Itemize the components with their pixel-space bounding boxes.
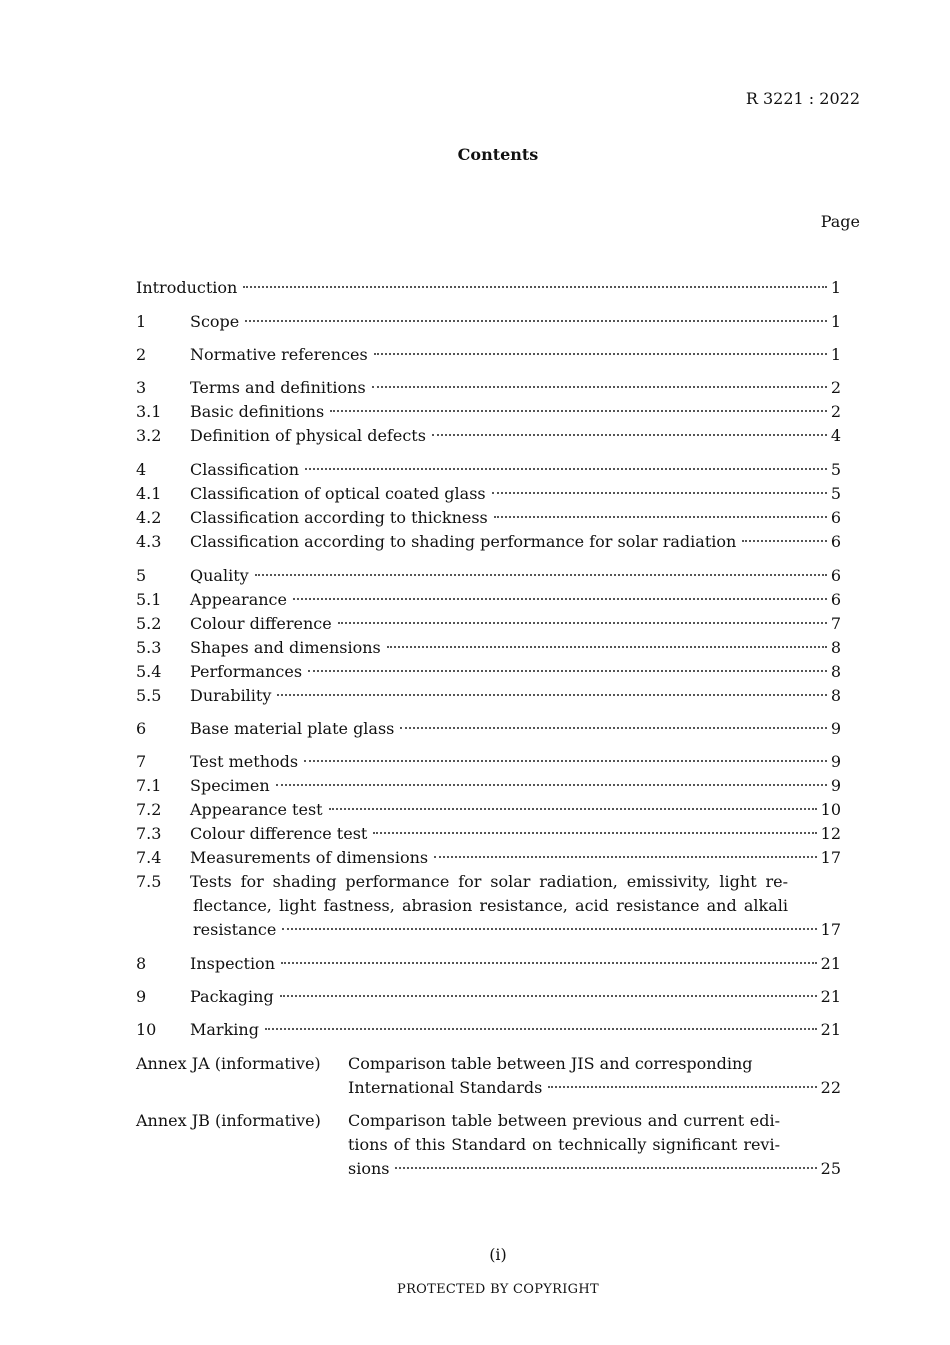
toc-entry-5-3[interactable] [136,638,841,660]
toc-entry-4-1[interactable] [136,484,841,506]
page-title: Contents [457,145,539,164]
toc-entry-1[interactable] [136,312,841,334]
leader-dots [329,808,817,810]
toc-entry-3[interactable] [136,378,841,400]
leader-dots [255,574,827,576]
toc-entry-3-1[interactable] [136,402,841,424]
toc-label: Shapes and dimensions [190,638,381,657]
toc-number: Annex JB (informative) [136,1111,321,1130]
toc-number: 7.4 [136,848,162,867]
toc-number: Annex JA (informative) [136,1054,321,1073]
toc-label: Test methods [190,752,299,771]
toc-page: 6 [830,532,841,551]
toc-page: 1 [830,312,841,331]
toc-entry-4[interactable] [136,460,841,482]
leader-dots [400,727,826,729]
toc-label: Definition of physical defects [190,426,426,445]
copyright-notice: PROTECTED BY COPYRIGHT [397,1282,599,1297]
toc-entry-7-5-end[interactable] [136,920,841,942]
toc-entry-8[interactable] [136,954,841,976]
toc-label: Basic definitions [190,402,325,421]
leader-dots [373,832,816,834]
toc-entry-7-5[interactable] [136,872,841,894]
toc-number: 6 [136,719,147,738]
toc-page: 6 [830,566,841,585]
toc-entry-9[interactable] [136,987,841,1009]
toc-label: Introduction [136,278,238,297]
toc-number: 4 [136,460,147,479]
toc-label-line3: resistance [193,920,277,939]
toc-label-line2: International Standards [348,1078,543,1097]
toc-entry-annex-jb-end[interactable] [136,1159,841,1181]
toc-number: 5 [136,566,147,585]
toc-label: Normative references [190,345,368,364]
toc-number: 5.2 [136,614,162,633]
toc-entry-5[interactable] [136,566,841,588]
leader-dots [265,1028,817,1030]
toc-label-line2: tions of this Standard on technically significant revi- [348,1135,780,1154]
toc-page: 9 [830,776,841,795]
leader-dots [245,320,827,322]
leader-dots [282,928,816,930]
toc-page: 7 [830,614,841,633]
toc-label-line3: sions [348,1159,390,1178]
toc-entry-2[interactable] [136,345,841,367]
leader-dots [330,410,827,412]
toc-entry-7-5-cont[interactable] [136,896,841,918]
toc-entry-4-2[interactable] [136,508,841,530]
leader-dots [276,784,827,786]
toc-entry-7-2[interactable] [136,800,841,822]
toc-entry-5-1[interactable] [136,590,841,612]
toc-page: 21 [820,1020,841,1039]
toc-number: 7.3 [136,824,162,843]
toc-page: 8 [830,686,841,705]
toc-label: Performances [190,662,303,681]
leader-dots [281,962,817,964]
leader-dots [293,598,827,600]
toc-number: 1 [136,312,147,331]
toc-number: 3.1 [136,402,162,421]
toc-label: Appearance test [190,800,323,819]
toc-number: 9 [136,987,147,1006]
toc-label: Quality [190,566,249,585]
toc-entry-7-1[interactable] [136,776,841,798]
toc-label: Appearance [190,590,287,609]
toc-label: Specimen [190,776,270,795]
leader-dots [395,1167,816,1169]
toc-entry-introduction[interactable] [136,278,841,300]
leader-dots [243,286,826,288]
toc-page: 10 [820,800,841,819]
toc-number: 3 [136,378,147,397]
toc-entry-7-3[interactable] [136,824,841,846]
toc-number: 5.3 [136,638,162,657]
toc-page: 2 [830,402,841,421]
leader-dots [305,468,827,470]
toc-entry-annex-jb[interactable] [136,1111,841,1133]
toc-page: 9 [830,752,841,771]
toc-label-line1: Comparison table between JIS and corresponding [348,1054,753,1073]
leader-dots [742,540,827,542]
toc-number: 4.2 [136,508,162,527]
toc-label: Classification [190,460,300,479]
toc-number: 7.2 [136,800,162,819]
toc-label: Classification of optical coated glass [190,484,486,503]
leader-dots [338,622,827,624]
toc-page: 8 [830,662,841,681]
toc-entry-annex-jb-cont[interactable] [136,1135,841,1157]
leader-dots [387,646,827,648]
leader-dots [492,492,827,494]
leader-dots [280,995,817,997]
toc-entry-10[interactable] [136,1020,841,1042]
toc-number: 5.1 [136,590,162,609]
leader-dots [308,670,827,672]
leader-dots [432,434,827,436]
toc-page: 25 [820,1159,841,1178]
toc-entry-5-4[interactable] [136,662,841,684]
toc-number: 7.5 [136,872,162,891]
toc-entry-6[interactable] [136,719,841,741]
toc-page: 22 [820,1078,841,1097]
toc-page: 5 [830,460,841,479]
leader-dots [434,856,817,858]
toc-entry-5-5[interactable] [136,686,841,708]
toc-page: 2 [830,378,841,397]
toc-number: 2 [136,345,147,364]
toc-label: Marking [190,1020,259,1039]
toc-entry-annex-ja-end[interactable] [136,1078,841,1100]
toc-label: Classification according to thickness [190,508,488,527]
toc-page: 21 [820,954,841,973]
leader-dots [304,760,827,762]
toc-label: Colour difference [190,614,332,633]
toc-number: 5.5 [136,686,162,705]
toc-page: 5 [830,484,841,503]
toc-entry-5-2[interactable] [136,614,841,636]
toc-label-line1: Comparison table between previous and current edi- [348,1111,780,1130]
toc-entry-annex-ja[interactable] [136,1054,841,1076]
toc-label: Terms and definitions [190,378,366,397]
toc-label: Colour difference test [190,824,368,843]
toc-entry-3-2[interactable] [136,426,841,448]
toc-label: Inspection [190,954,275,973]
toc-page: 12 [820,824,841,843]
toc-label-line2: flectance, light fastness, abrasion resistance, acid resistance and alkali [193,896,788,915]
leader-dots [372,386,827,388]
toc-label: Base material plate glass [190,719,395,738]
leader-dots [494,516,827,518]
toc-page: 1 [830,278,841,297]
toc-number: 7 [136,752,147,771]
toc-number: 8 [136,954,147,973]
document-number: R 3221 : 2022 [745,89,860,108]
toc-entry-7-4[interactable] [136,848,841,870]
toc-page: 6 [830,508,841,527]
toc-page: 1 [830,345,841,364]
toc-page: 9 [830,719,841,738]
toc-number: 5.4 [136,662,162,681]
toc-label-line1: Tests for shading performance for solar radiation, emissivity, light re- [190,872,788,891]
toc-page: 17 [820,848,841,867]
toc-label: Packaging [190,987,274,1006]
toc-number: 4.3 [136,532,162,551]
toc-number: 7.1 [136,776,162,795]
toc-entry-7[interactable] [136,752,841,774]
toc-entry-4-3[interactable] [136,532,841,554]
toc-label: Measurements of dimensions [190,848,429,867]
toc-label: Durability [190,686,272,705]
toc-number: 3.2 [136,426,162,445]
toc-page: 21 [820,987,841,1006]
toc-page: 8 [830,638,841,657]
leader-dots [277,694,826,696]
page-number: (i) [489,1245,507,1264]
leader-dots [548,1086,816,1088]
toc-number: 10 [136,1020,157,1039]
page-column-header: Page [820,212,860,231]
toc-number: 4.1 [136,484,162,503]
toc-page: 6 [830,590,841,609]
leader-dots [374,353,827,355]
toc-label: Scope [190,312,240,331]
toc-page: 17 [820,920,841,939]
toc-page: 4 [830,426,841,445]
toc-label: Classification according to shading performance for solar radiation [190,532,737,551]
